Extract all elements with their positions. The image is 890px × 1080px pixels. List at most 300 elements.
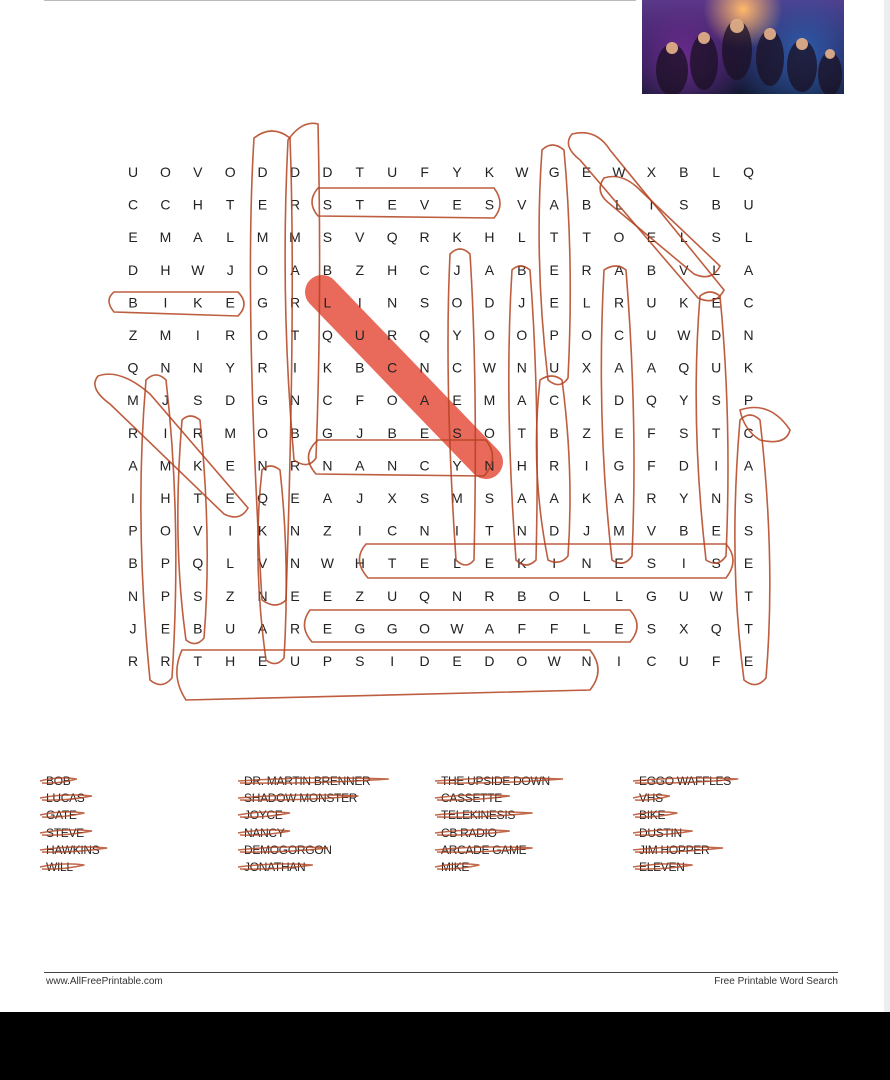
grid-letter-r0-c9[interactable]: F — [420, 164, 429, 180]
grid-letter-r8-c7[interactable]: J — [356, 424, 364, 441]
grid-letter-r10-c14[interactable]: K — [581, 490, 592, 506]
grid-letter-r11-c17[interactable]: B — [679, 522, 689, 539]
grid-letter-r15-c3[interactable]: H — [225, 653, 236, 669]
grid-letter-r8-c17[interactable]: S — [679, 424, 689, 441]
grid-letter-r2-c0[interactable]: E — [128, 229, 138, 246]
grid-letter-r6-c17[interactable]: Q — [678, 359, 690, 376]
grid-letter-r15-c6[interactable]: P — [322, 653, 333, 669]
grid-letter-r11-c16[interactable]: V — [646, 522, 657, 539]
grid-letter-r14-c7[interactable]: G — [354, 620, 366, 637]
grid-letter-r13-c8[interactable]: U — [387, 587, 398, 604]
grid-letter-r13-c19[interactable]: T — [744, 587, 753, 604]
grid-letter-r3-c18[interactable]: L — [712, 261, 721, 278]
grid-letter-r0-c11[interactable]: K — [484, 164, 495, 180]
grid-letter-r7-c13[interactable]: C — [549, 392, 560, 409]
grid-letter-r4-c0[interactable]: B — [128, 294, 138, 311]
grid-letter-r9-c7[interactable]: A — [355, 457, 365, 474]
grid-letter-r2-c12[interactable]: L — [517, 229, 526, 246]
grid-letter-r7-c9[interactable]: A — [419, 392, 430, 409]
grid-letter-r12-c19[interactable]: E — [743, 555, 754, 572]
grid-letter-r8-c12[interactable]: T — [517, 424, 527, 441]
grid-letter-r8-c13[interactable]: B — [549, 424, 559, 441]
grid-letter-r10-c5[interactable]: E — [290, 490, 300, 506]
grid-letter-r3-c0[interactable]: D — [127, 261, 139, 278]
grid-letter-r10-c4[interactable]: Q — [257, 490, 269, 506]
grid-letter-r13-c2[interactable]: S — [193, 587, 203, 604]
grid-letter-r2-c9[interactable]: R — [419, 229, 430, 246]
grid-letter-r13-c5[interactable]: E — [290, 587, 300, 604]
grid-letter-r11-c10[interactable]: I — [455, 522, 459, 539]
grid-letter-r6-c18[interactable]: U — [711, 359, 722, 376]
grid-letter-r9-c15[interactable]: G — [613, 457, 625, 474]
grid-letter-r6-c9[interactable]: N — [419, 359, 430, 376]
grid-letter-r2-c3[interactable]: L — [226, 229, 235, 246]
grid-letter-r6-c3[interactable]: Y — [225, 359, 235, 376]
grid-letter-r8-c6[interactable]: G — [321, 424, 333, 441]
grid-letter-r15-c16[interactable]: C — [646, 653, 657, 669]
grid-letter-r10-c6[interactable]: A — [322, 490, 333, 506]
grid-letter-r8-c19[interactable]: C — [743, 424, 754, 441]
grid-letter-r2-c14[interactable]: T — [582, 229, 591, 246]
grid-letter-r4-c13[interactable]: E — [549, 294, 559, 311]
grid-letter-r9-c14[interactable]: I — [584, 457, 589, 474]
grid-letter-r7-c1[interactable]: J — [161, 392, 169, 409]
grid-letter-r1-c9[interactable]: V — [419, 196, 430, 213]
grid-letter-r1-c1[interactable]: C — [160, 196, 171, 213]
grid-letter-r15-c11[interactable]: D — [484, 653, 495, 669]
grid-letter-r11-c7[interactable]: I — [357, 522, 362, 539]
grid-letter-r15-c9[interactable]: D — [419, 653, 430, 669]
grid-letter-r7-c4[interactable]: G — [257, 392, 269, 409]
grid-letter-r0-c4[interactable]: D — [257, 164, 268, 180]
grid-letter-r14-c18[interactable]: Q — [710, 620, 722, 637]
grid-letter-r5-c12[interactable]: O — [516, 327, 528, 343]
grid-letter-r11-c9[interactable]: N — [419, 522, 430, 539]
grid-letter-r9-c19[interactable]: A — [743, 457, 754, 474]
grid-letter-r3-c6[interactable]: B — [322, 261, 333, 278]
grid-letter-r9-c13[interactable]: R — [549, 457, 560, 474]
grid-letter-r4-c2[interactable]: K — [193, 294, 203, 311]
grid-letter-r5-c8[interactable]: R — [387, 327, 398, 343]
grid-letter-r8-c3[interactable]: M — [224, 424, 237, 441]
grid-letter-r11-c8[interactable]: C — [387, 522, 398, 539]
grid-letter-r10-c12[interactable]: A — [517, 490, 527, 506]
grid-letter-r15-c1[interactable]: R — [160, 653, 171, 669]
grid-letter-r4-c9[interactable]: S — [419, 294, 430, 311]
grid-letter-r8-c5[interactable]: B — [290, 424, 300, 441]
grid-letter-r9-c8[interactable]: N — [387, 457, 398, 474]
grid-letter-r12-c15[interactable]: E — [614, 555, 624, 572]
grid-letter-r0-c1[interactable]: O — [159, 164, 171, 180]
grid-letter-r0-c14[interactable]: E — [581, 164, 592, 180]
grid-letter-r13-c14[interactable]: L — [582, 587, 591, 604]
grid-letter-r7-c19[interactable]: P — [743, 392, 754, 409]
grid-letter-r1-c12[interactable]: V — [517, 196, 527, 213]
grid-letter-r3-c14[interactable]: R — [581, 261, 592, 278]
grid-letter-r12-c6[interactable]: W — [320, 555, 335, 572]
grid-letter-r11-c11[interactable]: T — [485, 522, 494, 539]
grid-letter-r5-c3[interactable]: R — [225, 327, 236, 343]
grid-letter-r6-c0[interactable]: Q — [127, 359, 139, 376]
grid-letter-r7-c17[interactable]: Y — [679, 392, 689, 409]
grid-letter-r2-c1[interactable]: M — [159, 229, 172, 246]
grid-letter-r15-c5[interactable]: U — [289, 653, 301, 669]
grid-letter-r7-c10[interactable]: E — [452, 392, 462, 409]
grid-letter-r0-c2[interactable]: V — [193, 164, 203, 180]
grid-letter-r6-c19[interactable]: K — [743, 359, 754, 376]
grid-letter-r1-c0[interactable]: C — [127, 196, 139, 213]
grid-letter-r8-c18[interactable]: T — [711, 424, 721, 441]
grid-letter-r4-c17[interactable]: K — [679, 294, 689, 311]
grid-letter-r0-c8[interactable]: U — [387, 164, 398, 180]
grid-letter-r2-c18[interactable]: S — [711, 229, 721, 246]
grid-letter-r14-c3[interactable]: U — [225, 620, 236, 637]
grid-letter-r12-c4[interactable]: V — [257, 555, 268, 572]
grid-letter-r6-c12[interactable]: N — [516, 359, 527, 376]
grid-letter-r12-c1[interactable]: P — [160, 555, 171, 572]
grid-letter-r5-c11[interactable]: O — [483, 327, 495, 343]
grid-letter-r15-c8[interactable]: I — [390, 653, 395, 669]
grid-letter-r4-c16[interactable]: U — [646, 294, 657, 311]
grid-letter-r6-c2[interactable]: N — [192, 359, 203, 376]
grid-letter-r10-c7[interactable]: J — [356, 490, 364, 506]
grid-letter-r6-c7[interactable]: B — [355, 359, 365, 376]
grid-letter-r1-c10[interactable]: E — [452, 196, 462, 213]
grid-letter-r8-c8[interactable]: B — [387, 424, 397, 441]
grid-letter-r1-c15[interactable]: L — [615, 196, 623, 213]
grid-letter-r8-c10[interactable]: S — [452, 424, 462, 441]
grid-letter-r14-c8[interactable]: G — [386, 620, 398, 637]
grid-letter-r14-c16[interactable]: S — [646, 620, 657, 637]
grid-letter-r10-c19[interactable]: S — [743, 490, 754, 506]
grid-letter-r3-c9[interactable]: C — [419, 261, 430, 278]
grid-letter-r12-c12[interactable]: K — [517, 555, 527, 572]
grid-letter-r10-c13[interactable]: A — [549, 490, 559, 506]
grid-letter-r14-c4[interactable]: A — [257, 620, 268, 637]
grid-letter-r7-c16[interactable]: Q — [645, 392, 657, 409]
grid-letter-r8-c0[interactable]: R — [127, 424, 139, 441]
grid-letter-r0-c17[interactable]: B — [679, 164, 689, 180]
grid-letter-r5-c15[interactable]: C — [613, 327, 625, 343]
grid-letter-r2-c11[interactable]: H — [484, 229, 495, 246]
grid-letter-r8-c2[interactable]: R — [192, 424, 203, 441]
grid-letter-r13-c0[interactable]: N — [127, 587, 139, 604]
grid-letter-r9-c12[interactable]: H — [516, 457, 527, 474]
grid-letter-r10-c9[interactable]: S — [419, 490, 430, 506]
grid-letter-r3-c12[interactable]: B — [517, 261, 527, 278]
grid-letter-r15-c13[interactable]: W — [547, 653, 561, 669]
grid-letter-r15-c14[interactable]: N — [581, 653, 592, 669]
grid-letter-r14-c10[interactable]: W — [450, 620, 464, 637]
grid-letter-r8-c9[interactable]: E — [419, 424, 430, 441]
grid-letter-r10-c0[interactable]: I — [131, 490, 135, 506]
grid-letter-r9-c16[interactable]: F — [647, 457, 656, 474]
grid-letter-r4-c4[interactable]: G — [257, 294, 269, 311]
grid-letter-r13-c16[interactable]: G — [645, 587, 657, 604]
grid-letter-r1-c3[interactable]: T — [225, 196, 235, 213]
grid-letter-r6-c14[interactable]: X — [581, 359, 592, 376]
grid-letter-r9-c0[interactable]: A — [128, 457, 138, 474]
grid-letter-r10-c16[interactable]: R — [646, 490, 657, 506]
grid-letter-r15-c2[interactable]: T — [193, 653, 203, 669]
grid-letter-r0-c18[interactable]: L — [712, 164, 721, 180]
grid-letter-r5-c14[interactable]: O — [581, 327, 593, 343]
grid-letter-r14-c17[interactable]: X — [679, 620, 689, 637]
grid-letter-r3-c11[interactable]: A — [484, 261, 495, 278]
grid-letter-r2-c19[interactable]: L — [744, 229, 753, 246]
grid-letter-r9-c10[interactable]: Y — [452, 457, 462, 474]
grid-letter-r3-c3[interactable]: J — [226, 261, 234, 278]
grid-letter-r4-c8[interactable]: N — [387, 294, 398, 311]
grid-letter-r5-c19[interactable]: N — [743, 327, 754, 343]
grid-letter-r4-c14[interactable]: L — [582, 294, 591, 311]
grid-letter-r10-c17[interactable]: Y — [679, 490, 689, 506]
grid-letter-r1-c2[interactable]: H — [192, 196, 203, 213]
grid-letter-r1-c18[interactable]: B — [711, 196, 721, 213]
grid-letter-r0-c19[interactable]: Q — [743, 164, 755, 180]
grid-letter-r12-c13[interactable]: I — [552, 555, 557, 572]
grid-letter-r1-c14[interactable]: B — [581, 196, 592, 213]
grid-letter-r5-c0[interactable]: Z — [128, 327, 138, 343]
grid-letter-r14-c0[interactable]: J — [129, 620, 137, 637]
grid-letter-r8-c14[interactable]: Z — [582, 424, 591, 441]
grid-letter-r12-c16[interactable]: S — [646, 555, 657, 572]
grid-letter-r4-c6[interactable]: L — [323, 294, 332, 311]
grid-letter-r11-c12[interactable]: N — [516, 522, 527, 539]
grid-letter-r4-c1[interactable]: I — [163, 294, 168, 311]
grid-letter-r3-c1[interactable]: H — [160, 261, 171, 278]
grid-letter-r3-c16[interactable]: B — [646, 261, 657, 278]
grid-letter-r8-c11[interactable]: O — [483, 424, 495, 441]
grid-letter-r14-c6[interactable]: E — [322, 620, 333, 637]
grid-letter-r2-c10[interactable]: K — [452, 229, 462, 246]
grid-letter-r12-c18[interactable]: S — [711, 555, 721, 572]
grid-letter-r1-c4[interactable]: E — [257, 196, 268, 213]
grid-letter-r14-c11[interactable]: A — [484, 620, 495, 637]
grid-letter-r13-c3[interactable]: Z — [225, 587, 235, 604]
grid-letter-r3-c15[interactable]: A — [614, 261, 624, 278]
grid-letter-r7-c7[interactable]: F — [355, 392, 365, 409]
grid-letter-r12-c8[interactable]: T — [387, 555, 397, 572]
grid-letter-r3-c2[interactable]: W — [191, 261, 205, 278]
grid-letter-r6-c11[interactable]: W — [482, 359, 497, 376]
grid-letter-r15-c18[interactable]: F — [711, 653, 721, 669]
grid-letter-r15-c17[interactable]: U — [678, 653, 689, 669]
grid-letter-r0-c15[interactable]: W — [612, 164, 626, 180]
grid-letter-r1-c19[interactable]: U — [743, 196, 754, 213]
grid-letter-r5-c2[interactable]: I — [195, 327, 200, 343]
grid-letter-r7-c11[interactable]: M — [483, 392, 496, 409]
grid-letter-r13-c4[interactable]: N — [257, 587, 268, 604]
grid-letter-r11-c2[interactable]: V — [193, 522, 203, 539]
grid-letter-r8-c1[interactable]: I — [163, 424, 168, 441]
grid-letter-r13-c13[interactable]: O — [548, 587, 560, 604]
grid-letter-r1-c8[interactable]: E — [387, 196, 397, 213]
grid-letter-r2-c16[interactable]: E — [646, 229, 657, 246]
grid-letter-r4-c15[interactable]: R — [613, 294, 625, 311]
grid-letter-r8-c15[interactable]: E — [614, 424, 624, 441]
grid-letter-r4-c7[interactable]: I — [357, 294, 362, 311]
grid-letter-r14-c15[interactable]: E — [614, 620, 624, 637]
grid-letter-r6-c5[interactable]: I — [293, 359, 297, 376]
grid-letter-r14-c19[interactable]: T — [744, 620, 753, 637]
grid-letter-r4-c11[interactable]: D — [484, 294, 495, 311]
grid-letter-r10-c18[interactable]: N — [711, 490, 722, 506]
grid-letter-r7-c6[interactable]: C — [322, 392, 333, 409]
grid-letter-r5-c13[interactable]: P — [549, 327, 559, 343]
grid-letter-r4-c12[interactable]: J — [518, 294, 526, 311]
grid-letter-r11-c4[interactable]: K — [257, 522, 268, 539]
grid-letter-r2-c5[interactable]: M — [289, 229, 301, 246]
grid-letter-r2-c13[interactable]: T — [549, 229, 559, 246]
grid-letter-r13-c12[interactable]: B — [517, 587, 527, 604]
grid-letter-r5-c17[interactable]: W — [677, 327, 691, 343]
grid-letter-r11-c5[interactable]: N — [289, 522, 301, 539]
grid-letter-r2-c17[interactable]: L — [679, 229, 688, 246]
grid-letter-r11-c15[interactable]: M — [613, 522, 625, 539]
grid-letter-r6-c16[interactable]: A — [646, 359, 657, 376]
grid-letter-r12-c9[interactable]: E — [419, 555, 430, 572]
grid-letter-r5-c1[interactable]: M — [159, 327, 172, 343]
grid-letter-r0-c12[interactable]: W — [515, 164, 529, 180]
grid-letter-r6-c15[interactable]: A — [614, 359, 624, 376]
grid-letter-r11-c3[interactable]: I — [228, 522, 233, 539]
grid-letter-r10-c1[interactable]: H — [160, 490, 171, 506]
grid-letter-r15-c7[interactable]: S — [355, 653, 365, 669]
grid-letter-r10-c15[interactable]: A — [614, 490, 624, 506]
grid-letter-r3-c10[interactable]: J — [453, 261, 461, 278]
grid-letter-r15-c0[interactable]: R — [127, 653, 139, 669]
grid-letter-r14-c9[interactable]: O — [419, 620, 431, 637]
grid-letter-r6-c4[interactable]: R — [257, 359, 268, 376]
grid-letter-r14-c14[interactable]: L — [582, 620, 591, 637]
grid-letter-r6-c6[interactable]: K — [322, 359, 333, 376]
grid-letter-r3-c13[interactable]: E — [549, 261, 559, 278]
grid-letter-r13-c15[interactable]: L — [615, 587, 623, 604]
grid-letter-r3-c4[interactable]: O — [257, 261, 269, 278]
grid-letter-r6-c8[interactable]: C — [387, 359, 398, 376]
grid-letter-r7-c0[interactable]: M — [127, 392, 139, 409]
grid-letter-r5-c18[interactable]: D — [711, 327, 722, 343]
grid-letter-r1-c11[interactable]: S — [484, 196, 495, 213]
grid-letter-r12-c14[interactable]: N — [581, 555, 592, 572]
grid-letter-r11-c13[interactable]: D — [549, 522, 560, 539]
grid-letter-r7-c15[interactable]: D — [613, 392, 625, 409]
grid-letter-r14-c13[interactable]: F — [549, 620, 559, 637]
grid-letter-r2-c6[interactable]: S — [322, 229, 333, 246]
grid-letter-r13-c18[interactable]: W — [709, 587, 723, 604]
grid-letter-r9-c17[interactable]: D — [678, 457, 689, 474]
grid-letter-r12-c5[interactable]: N — [289, 555, 301, 572]
grid-letter-r4-c3[interactable]: E — [225, 294, 235, 311]
grid-letter-r11-c19[interactable]: S — [743, 522, 754, 539]
grid-letter-r2-c2[interactable]: A — [193, 229, 203, 246]
grid-letter-r2-c8[interactable]: Q — [386, 229, 398, 246]
grid-letter-r14-c5[interactable]: R — [289, 620, 301, 637]
grid-letter-r13-c6[interactable]: E — [322, 587, 333, 604]
grid-letter-r9-c5[interactable]: R — [289, 457, 301, 474]
grid-letter-r9-c4[interactable]: N — [257, 457, 268, 474]
grid-letter-r7-c14[interactable]: K — [581, 392, 592, 409]
grid-letter-r5-c6[interactable]: Q — [321, 327, 333, 343]
grid-letter-r12-c0[interactable]: B — [128, 555, 138, 572]
grid-letter-r12-c10[interactable]: L — [453, 555, 461, 572]
grid-letter-r11-c1[interactable]: O — [159, 522, 171, 539]
grid-letter-r0-c7[interactable]: T — [355, 164, 365, 180]
grid-letter-r8-c4[interactable]: O — [257, 424, 269, 441]
grid-letter-r7-c12[interactable]: A — [517, 392, 527, 409]
grid-letter-r1-c6[interactable]: S — [322, 196, 333, 213]
grid-letter-r12-c2[interactable]: Q — [192, 555, 204, 572]
grid-letter-r9-c3[interactable]: E — [225, 457, 235, 474]
grid-letter-r9-c11[interactable]: N — [484, 457, 495, 474]
grid-letter-r15-c4[interactable]: E — [257, 653, 268, 669]
grid-letter-r9-c6[interactable]: N — [322, 457, 333, 474]
grid-letter-r0-c3[interactable]: O — [224, 164, 236, 180]
grid-letter-r1-c13[interactable]: A — [549, 196, 559, 213]
grid-letter-r14-c12[interactable]: F — [517, 620, 527, 637]
grid-letter-r13-c10[interactable]: N — [451, 587, 463, 604]
grid-letter-r11-c6[interactable]: Z — [323, 522, 332, 539]
grid-letter-r8-c16[interactable]: F — [647, 424, 656, 441]
grid-letter-r7-c5[interactable]: N — [289, 392, 301, 409]
grid-letter-r12-c7[interactable]: H — [354, 555, 365, 572]
grid-letter-r12-c11[interactable]: E — [484, 555, 495, 572]
grid-letter-r15-c15[interactable]: I — [617, 653, 621, 669]
grid-letter-r6-c10[interactable]: C — [451, 359, 463, 376]
grid-letter-r14-c2[interactable]: B — [193, 620, 203, 637]
grid-letter-r10-c3[interactable]: E — [225, 490, 235, 506]
grid-letter-r4-c10[interactable]: O — [451, 294, 463, 311]
grid-letter-r10-c2[interactable]: T — [193, 490, 203, 506]
grid-letter-r7-c2[interactable]: S — [193, 392, 203, 409]
grid-letter-r5-c9[interactable]: Q — [419, 327, 431, 343]
grid-letter-r9-c18[interactable]: I — [714, 457, 719, 474]
grid-letter-r4-c5[interactable]: R — [289, 294, 301, 311]
grid-letter-r1-c16[interactable]: I — [649, 196, 654, 213]
grid-letter-r15-c10[interactable]: E — [452, 653, 462, 669]
grid-letter-r3-c7[interactable]: Z — [355, 261, 365, 278]
grid-letter-r7-c3[interactable]: D — [225, 392, 236, 409]
grid-letter-r11-c14[interactable]: J — [583, 522, 591, 539]
grid-letter-r0-c5[interactable]: D — [289, 164, 301, 180]
grid-letter-r11-c18[interactable]: E — [711, 522, 721, 539]
grid-letter-r9-c2[interactable]: K — [193, 457, 203, 474]
grid-letter-r4-c19[interactable]: C — [743, 294, 754, 311]
grid-letter-r13-c9[interactable]: Q — [419, 587, 431, 604]
grid-letter-r10-c10[interactable]: M — [451, 490, 463, 506]
grid-letter-r11-c0[interactable]: P — [128, 522, 138, 539]
grid-letter-r3-c17[interactable]: V — [679, 261, 689, 278]
grid-letter-r12-c17[interactable]: I — [681, 555, 686, 572]
grid-letter-r13-c1[interactable]: P — [160, 587, 171, 604]
grid-letter-r5-c16[interactable]: U — [646, 327, 657, 343]
grid-letter-r3-c5[interactable]: A — [290, 261, 300, 278]
grid-letter-r5-c7[interactable]: U — [354, 327, 365, 343]
grid-letter-r3-c19[interactable]: A — [743, 261, 754, 278]
grid-letter-r9-c1[interactable]: M — [159, 457, 172, 474]
grid-letter-r7-c8[interactable]: O — [386, 392, 398, 409]
grid-letter-r15-c12[interactable]: O — [516, 653, 528, 669]
grid-letter-r13-c17[interactable]: U — [678, 587, 689, 604]
grid-letter-r12-c3[interactable]: L — [226, 555, 235, 572]
grid-letter-r15-c19[interactable]: E — [743, 653, 754, 669]
grid-letter-r3-c8[interactable]: H — [387, 261, 398, 278]
grid-letter-r2-c4[interactable]: M — [256, 229, 269, 246]
grid-letter-r9-c9[interactable]: C — [419, 457, 430, 474]
grid-letter-r10-c11[interactable]: S — [484, 490, 495, 506]
grid-letter-r6-c1[interactable]: N — [160, 359, 171, 376]
